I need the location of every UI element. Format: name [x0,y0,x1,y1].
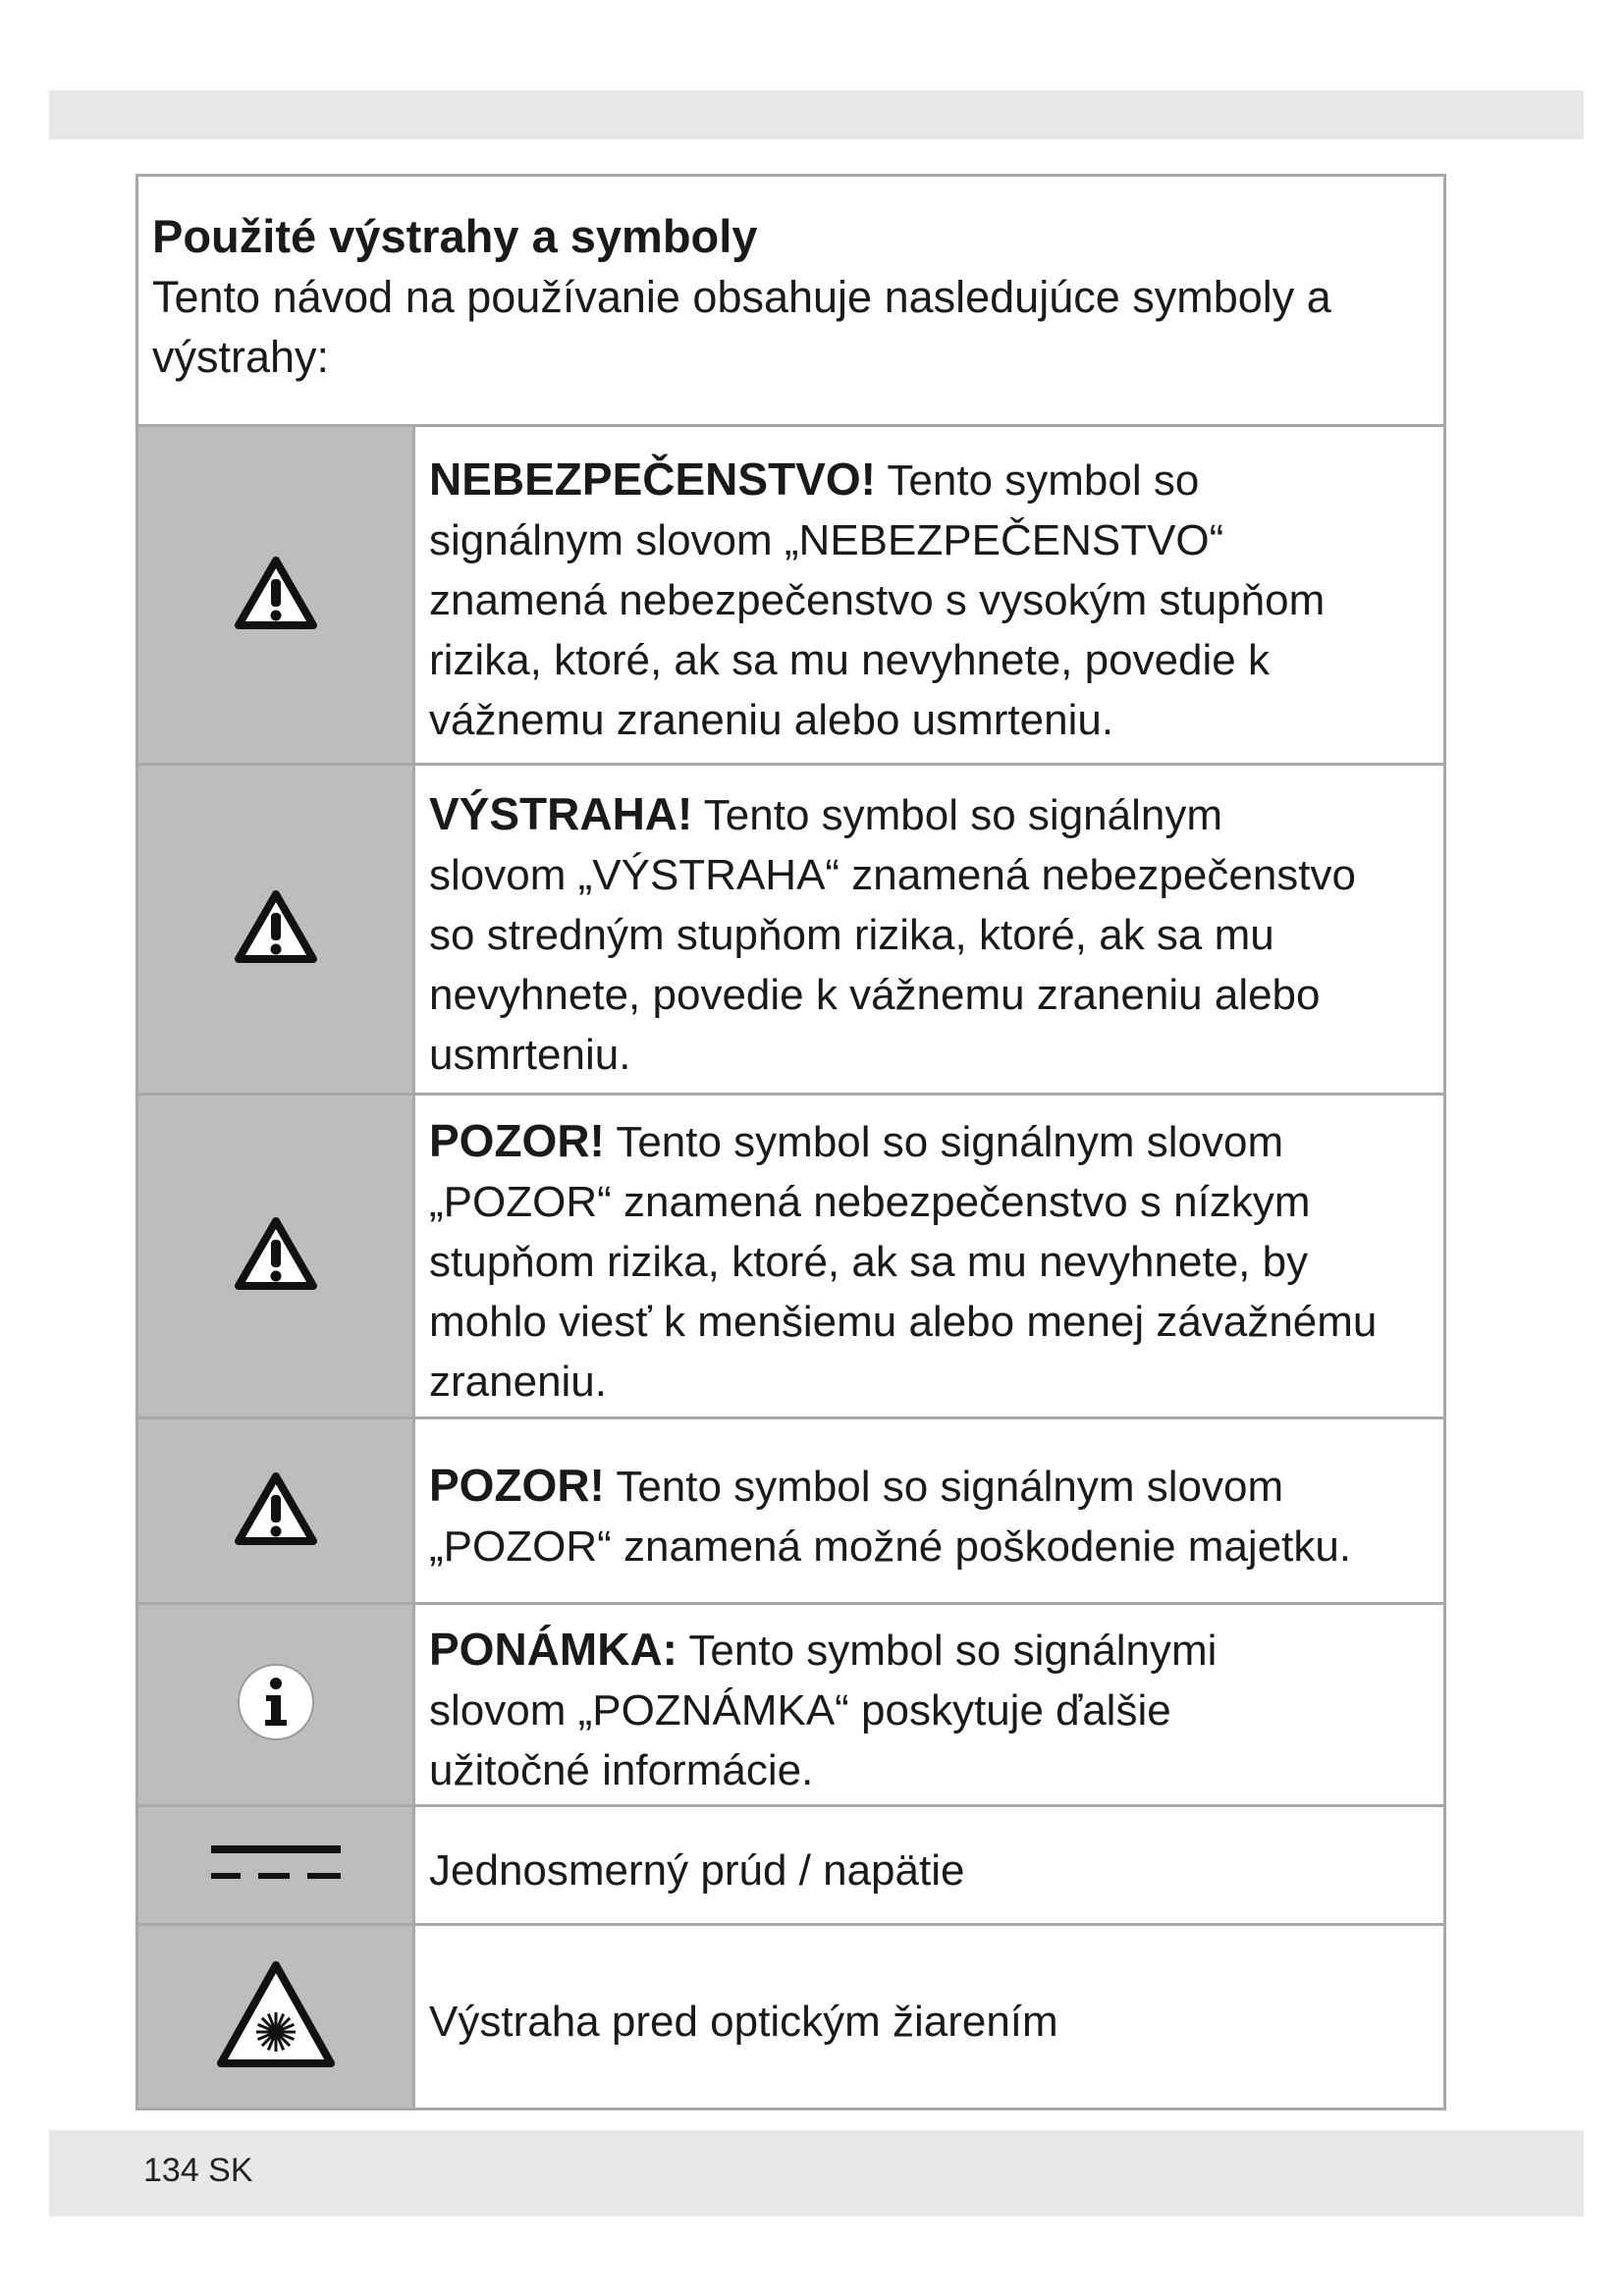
signal-word: PONÁMKA: [429,1623,677,1675]
description-line [429,1740,1434,1800]
description-line [429,1681,1434,1740]
description-line [429,1111,1434,1172]
line-text: nevyhnete, povedie k vážnemu zraneniu alebo [429,970,1321,1019]
line-text: slovom „POZNÁMKA“ poskytuje ďalšie [429,1685,1171,1735]
line-text: užitočné informácie. [429,1745,814,1794]
table-row [138,1095,1443,1419]
description-line [429,784,1434,845]
description-line [429,1620,1434,1681]
line-text: so stredným stupňom rizika, ktoré, ak sa mu [429,910,1274,959]
line-text: „POZOR“ znamená možné poškodenie majetku. [429,1522,1352,1571]
icon-cell [138,427,415,763]
description-line [429,510,1434,570]
line-text: „POZOR“ znamená nebezpečenstvo s nízkym [429,1177,1311,1226]
signal-word: NEBEZPEČENSTVO! [429,454,876,505]
description-line [429,1517,1434,1576]
table-row [138,1419,1443,1605]
line-text: vážnemu zraneniu alebo usmrteniu. [429,696,1114,744]
description-line [429,1292,1434,1352]
signal-word: POZOR! [429,1459,605,1511]
table-row [138,1926,1443,2108]
description-line [429,845,1434,905]
description-line [429,965,1434,1025]
signal-word: POZOR! [429,1114,605,1166]
description-line [429,1232,1434,1292]
description-cell [415,1605,1443,1804]
info-icon [235,1661,317,1748]
signal-word: VÝSTRAHA! [429,787,693,839]
line-text: signálnym slovom „NEBEZPEČENSTVO“ [429,516,1224,564]
warning-triangle-icon [234,1216,318,1296]
intro-line: Tento návod na používanie obsahuje nasledujúce symboly a [152,272,1331,322]
table-row [138,1807,1443,1926]
top-bar [49,90,1584,139]
description-line [429,690,1434,750]
description-cell [415,1807,1443,1923]
intro-text [152,267,1443,387]
line-text: Tento symbol so signálnymi [677,1626,1218,1675]
table-row [138,427,1443,766]
page-number: 134 SK [143,2152,253,2189]
line-text: usmrteniu. [429,1030,631,1079]
description-line [429,570,1434,630]
icon-cell [138,1419,415,1602]
table-row [138,766,1443,1095]
description-line [429,630,1434,690]
description-cell [415,766,1443,1093]
description-line [429,1992,1434,2052]
intro-line: výstrahy: [152,332,330,382]
icon-cell [138,1605,415,1804]
description-cell [415,427,1443,763]
line-text: slovom „VÝSTRAHA“ znamená nebezpečenstvo [429,850,1356,899]
table-row [138,1605,1443,1807]
line-text: Tento symbol so signálnym slovom [604,1117,1284,1166]
section-title: Použité výstrahy a symboly [152,210,758,262]
description-cell [415,1926,1443,2108]
icon-cell [138,1926,415,2108]
description-line [429,1025,1434,1085]
line-text: Jednosmerný prúd / napätie [429,1845,965,1895]
description-cell [415,1419,1443,1602]
description-line [429,1352,1434,1412]
line-text: Tento symbol so [875,456,1200,505]
line-text: Výstraha pred optickým žiarením [429,1998,1058,2046]
description-line [429,905,1434,965]
symbols-table [135,174,1446,2110]
line-text: mohlo viesť k menšiemu alebo menej závažnému [429,1297,1378,1346]
direct-current-icon [211,1842,341,1890]
optical-radiation-icon [215,1959,337,2074]
warning-triangle-icon [234,1471,318,1551]
line-text: Tento symbol so signálnym slovom [604,1462,1284,1511]
table-header [138,177,1443,427]
description-line [429,1172,1434,1232]
description-line [429,450,1434,510]
icon-cell [138,1095,415,1416]
warning-triangle-icon [234,556,318,635]
line-text: znamená nebezpečenstvo s vysokým stupňom [429,576,1326,624]
footer-bar [49,2130,1584,2216]
icon-cell [138,1807,415,1923]
line-text: rizika, ktoré, ak sa mu nevyhnete, povedie k [429,636,1270,684]
description-line [429,1456,1434,1517]
line-text: zraneniu. [429,1357,608,1406]
description-cell [415,1095,1443,1416]
warning-triangle-icon [234,889,318,969]
description-line [429,1841,1434,1900]
icon-cell [138,766,415,1093]
line-text: stupňom rizika, ktoré, ak sa mu nevyhnete, by [429,1237,1309,1286]
line-text: Tento symbol so signálnym [692,790,1223,839]
